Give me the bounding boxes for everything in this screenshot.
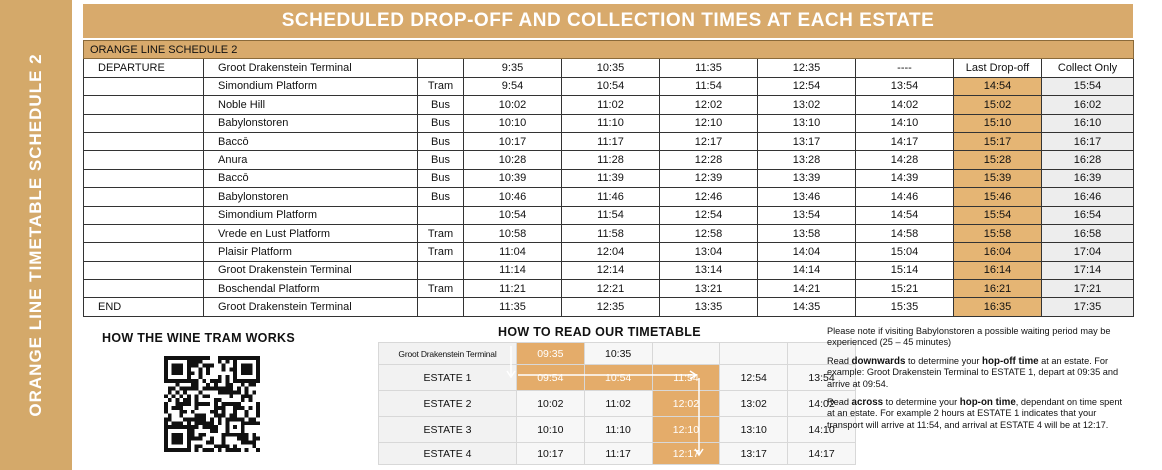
how-read-row-label: ESTATE 3 [379,417,517,443]
collect-only: 16:46 [1042,188,1134,206]
departure-time: 15:04 [856,243,954,261]
how-read-cell: 12:54 [720,365,788,391]
departure-time: 11:35 [464,298,562,316]
departure-time: 13:21 [660,280,758,298]
how-read-cell [720,343,788,365]
departure-time: 10:35 [562,59,660,77]
departure-time: 12:02 [660,96,758,114]
transport-mode [418,206,464,224]
how-read-cell: 12:17 [652,443,720,465]
side-band [0,0,72,470]
last-dropoff: 15:46 [954,188,1042,206]
row-label [84,77,204,95]
transport-mode [418,261,464,279]
row-label [84,206,204,224]
how-read-cell: 11:17 [584,443,652,465]
how-read-table [378,342,856,465]
departure-time: 11:04 [464,243,562,261]
departure-time: 11:39 [562,169,660,187]
last-dropoff: 16:35 [954,298,1042,316]
last-dropoff: Last Drop-off [954,59,1042,77]
last-dropoff: 16:14 [954,261,1042,279]
schedule-caption: ORANGE LINE SCHEDULE 2 [84,41,1134,59]
departure-time: 12:46 [660,188,758,206]
departure-time: 12:35 [562,298,660,316]
departure-time: 13:04 [660,243,758,261]
stop-name: Groot Drakenstein Terminal [204,261,418,279]
row-label: DEPARTURE [84,59,204,77]
stop-name: Anura [204,151,418,169]
row-label [84,114,204,132]
how-read-cell: 14:02 [788,391,856,417]
schedule-row [84,206,1134,224]
how-read-cell: 10:10 [516,417,584,443]
transport-mode: Tram [418,77,464,95]
departure-time: 13:28 [758,151,856,169]
stop-name: Simondium Platform [204,77,418,95]
how-read-row [379,365,856,391]
how-read-row [379,343,856,365]
departure-time: 13:02 [758,96,856,114]
how-read-cell: 09:54 [516,365,584,391]
departure-time: 13:58 [758,224,856,242]
departure-time: 13:14 [660,261,758,279]
how-read-cell: 09:35 [516,343,584,365]
schedule-row [84,77,1134,95]
row-label [84,132,204,150]
departure-time: 11:28 [562,151,660,169]
departure-time: 11:46 [562,188,660,206]
collect-only: 16:28 [1042,151,1134,169]
how-read-row-label: ESTATE 1 [379,365,517,391]
how-read-cell [652,343,720,365]
last-dropoff: 16:21 [954,280,1042,298]
departure-time: 12:04 [562,243,660,261]
departure-time: 12:35 [758,59,856,77]
how-read-row-label: ESTATE 4 [379,443,517,465]
schedule-row [84,261,1134,279]
how-read-cell: 12:02 [652,391,720,417]
departure-time: 10:58 [464,224,562,242]
collect-only: 16:39 [1042,169,1134,187]
how-read-cell: 14:17 [788,443,856,465]
departure-time: 10:10 [464,114,562,132]
transport-mode [418,59,464,77]
departure-time: 14:58 [856,224,954,242]
departure-time: 15:35 [856,298,954,316]
departure-time: 10:54 [464,206,562,224]
departure-time: 14:35 [758,298,856,316]
departure-time: ---- [856,59,954,77]
how-read-row [379,417,856,443]
last-dropoff: 16:04 [954,243,1042,261]
how-read-row-label: Groot Drakenstein Terminal [379,343,517,365]
departure-time: 10:02 [464,96,562,114]
stop-name: Plaisir Platform [204,243,418,261]
row-label [84,243,204,261]
departure-time: 12:21 [562,280,660,298]
collect-only: 16:17 [1042,132,1134,150]
departure-time: 12:28 [660,151,758,169]
transport-mode: Bus [418,114,464,132]
departure-time: 14:02 [856,96,954,114]
departure-time: 15:21 [856,280,954,298]
departure-time: 14:17 [856,132,954,150]
departure-time: 10:46 [464,188,562,206]
how-read-cell: 12:10 [652,417,720,443]
row-label: END [84,298,204,316]
schedule-table [83,40,1134,317]
how-read-cell: 10:17 [516,443,584,465]
stop-name: Baccō [204,132,418,150]
how-read-cell: 13:10 [720,417,788,443]
departure-time: 11:10 [562,114,660,132]
departure-time: 9:35 [464,59,562,77]
how-read-cell: 14:10 [788,417,856,443]
collect-only: 16:58 [1042,224,1134,242]
schedule-row [84,280,1134,298]
collect-only: 16:02 [1042,96,1134,114]
departure-time: 13:35 [660,298,758,316]
departure-time: 11:35 [660,59,758,77]
departure-time: 13:54 [758,206,856,224]
page [72,0,1162,470]
stop-name: Baccō [204,169,418,187]
note-downwards: Read downwards to determine your hop-off time at an estate. For example: Groot Drakenstein Terminal to ESTATE 1, depart at 09:35 and arrive at 09:54. [827,355,1119,389]
collect-only: 17:04 [1042,243,1134,261]
departure-time: 11:54 [562,206,660,224]
stop-name: Groot Drakenstein Terminal [204,59,418,77]
stop-name: Groot Drakenstein Terminal [204,298,418,316]
how-read-cell: 10:35 [584,343,652,365]
how-read-row [379,443,856,465]
departure-time: 14:28 [856,151,954,169]
collect-only: 16:54 [1042,206,1134,224]
stop-name: Vrede en Lust Platform [204,224,418,242]
row-label [84,188,204,206]
departure-time: 11:54 [660,77,758,95]
last-dropoff: 15:02 [954,96,1042,114]
transport-mode: Bus [418,96,464,114]
departure-time: 12:54 [758,77,856,95]
departure-time: 14:04 [758,243,856,261]
departure-time: 10:17 [464,132,562,150]
transport-mode: Tram [418,243,464,261]
schedule-row [84,96,1134,114]
departure-time: 12:39 [660,169,758,187]
stop-name: Noble Hill [204,96,418,114]
collect-only: 15:54 [1042,77,1134,95]
qr-code[interactable] [164,356,260,452]
schedule-row [84,243,1134,261]
last-dropoff: 15:54 [954,206,1042,224]
how-read-cell: 11:10 [584,417,652,443]
row-label [84,96,204,114]
collect-only: 17:14 [1042,261,1134,279]
last-dropoff: 15:28 [954,151,1042,169]
banner-title: SCHEDULED DROP-OFF AND COLLECTION TIMES AT EACH ESTATE [83,4,1133,38]
row-label [84,261,204,279]
how-works-title: HOW THE WINE TRAM WORKS [102,331,295,345]
departure-time: 14:39 [856,169,954,187]
schedule-row [84,188,1134,206]
transport-mode: Tram [418,280,464,298]
departure-time: 10:28 [464,151,562,169]
how-read-cell: 13:54 [788,365,856,391]
departure-time: 12:58 [660,224,758,242]
schedule-row [84,298,1134,316]
schedule-row [84,224,1134,242]
side-label: ORANGE LINE TIMETABLE SCHEDULE 2 [26,53,45,417]
collect-only: 17:35 [1042,298,1134,316]
departure-time: 14:54 [856,206,954,224]
departure-time: 12:10 [660,114,758,132]
stop-name: Babylonstoren [204,188,418,206]
departure-time: 12:54 [660,206,758,224]
row-label [84,169,204,187]
stop-name: Simondium Platform [204,206,418,224]
note-across: Read across to determine your hop-on time, dependant on time spent at an estate. For example 2 hours at ESTATE 1 indicates that your transport will arrive at 11:54, and arrival at ESTATE 4 will be at 12:17. [827,397,1123,430]
departure-time: 14:46 [856,188,954,206]
transport-mode: Bus [418,151,464,169]
schedule-row [84,151,1134,169]
row-label [84,151,204,169]
transport-mode: Bus [418,169,464,187]
departure-time: 14:21 [758,280,856,298]
how-read-cell: 11:02 [584,391,652,417]
row-label [84,224,204,242]
departure-time: 10:54 [562,77,660,95]
departure-time: 13:10 [758,114,856,132]
departure-time: 15:14 [856,261,954,279]
last-dropoff: 15:10 [954,114,1042,132]
last-dropoff: 15:58 [954,224,1042,242]
how-read-cell: 13:17 [720,443,788,465]
how-read-row-label: ESTATE 2 [379,391,517,417]
how-read-cell: 10:02 [516,391,584,417]
last-dropoff: 15:17 [954,132,1042,150]
stop-name: Babylonstoren [204,114,418,132]
last-dropoff: 14:54 [954,77,1042,95]
departure-time: 9:54 [464,77,562,95]
schedule-row [84,132,1134,150]
collect-only: Collect Only [1042,59,1134,77]
departure-time: 14:14 [758,261,856,279]
last-dropoff: 15:39 [954,169,1042,187]
how-read-cell: 13:02 [720,391,788,417]
departure-time: 12:17 [660,132,758,150]
departure-time: 11:02 [562,96,660,114]
how-read-row [379,391,856,417]
departure-time: 11:58 [562,224,660,242]
departure-time: 11:17 [562,132,660,150]
collect-only: 16:10 [1042,114,1134,132]
transport-mode: Tram [418,224,464,242]
schedule-row [84,169,1134,187]
departure-time: 14:10 [856,114,954,132]
how-read-cell: 10:54 [584,365,652,391]
departure-time: 13:39 [758,169,856,187]
transport-mode: Bus [418,132,464,150]
stop-name: Boschendal Platform [204,280,418,298]
notes [827,326,1127,438]
collect-only: 17:21 [1042,280,1134,298]
row-label [84,280,204,298]
departure-time: 12:14 [562,261,660,279]
schedule-row [84,59,1134,77]
departure-time: 11:14 [464,261,562,279]
transport-mode: Bus [418,188,464,206]
schedule-row [84,114,1134,132]
departure-time: 11:21 [464,280,562,298]
note-waiting: Please note if visiting Babylonstoren a possible waiting period may be experienced (25 – 45 minutes) [827,326,1111,348]
departure-time: 10:39 [464,169,562,187]
how-read-title: HOW TO READ OUR TIMETABLE [498,325,701,339]
transport-mode [418,298,464,316]
departure-time: 13:54 [856,77,954,95]
departure-time: 13:17 [758,132,856,150]
how-read-cell: 11:54 [652,365,720,391]
departure-time: 13:46 [758,188,856,206]
